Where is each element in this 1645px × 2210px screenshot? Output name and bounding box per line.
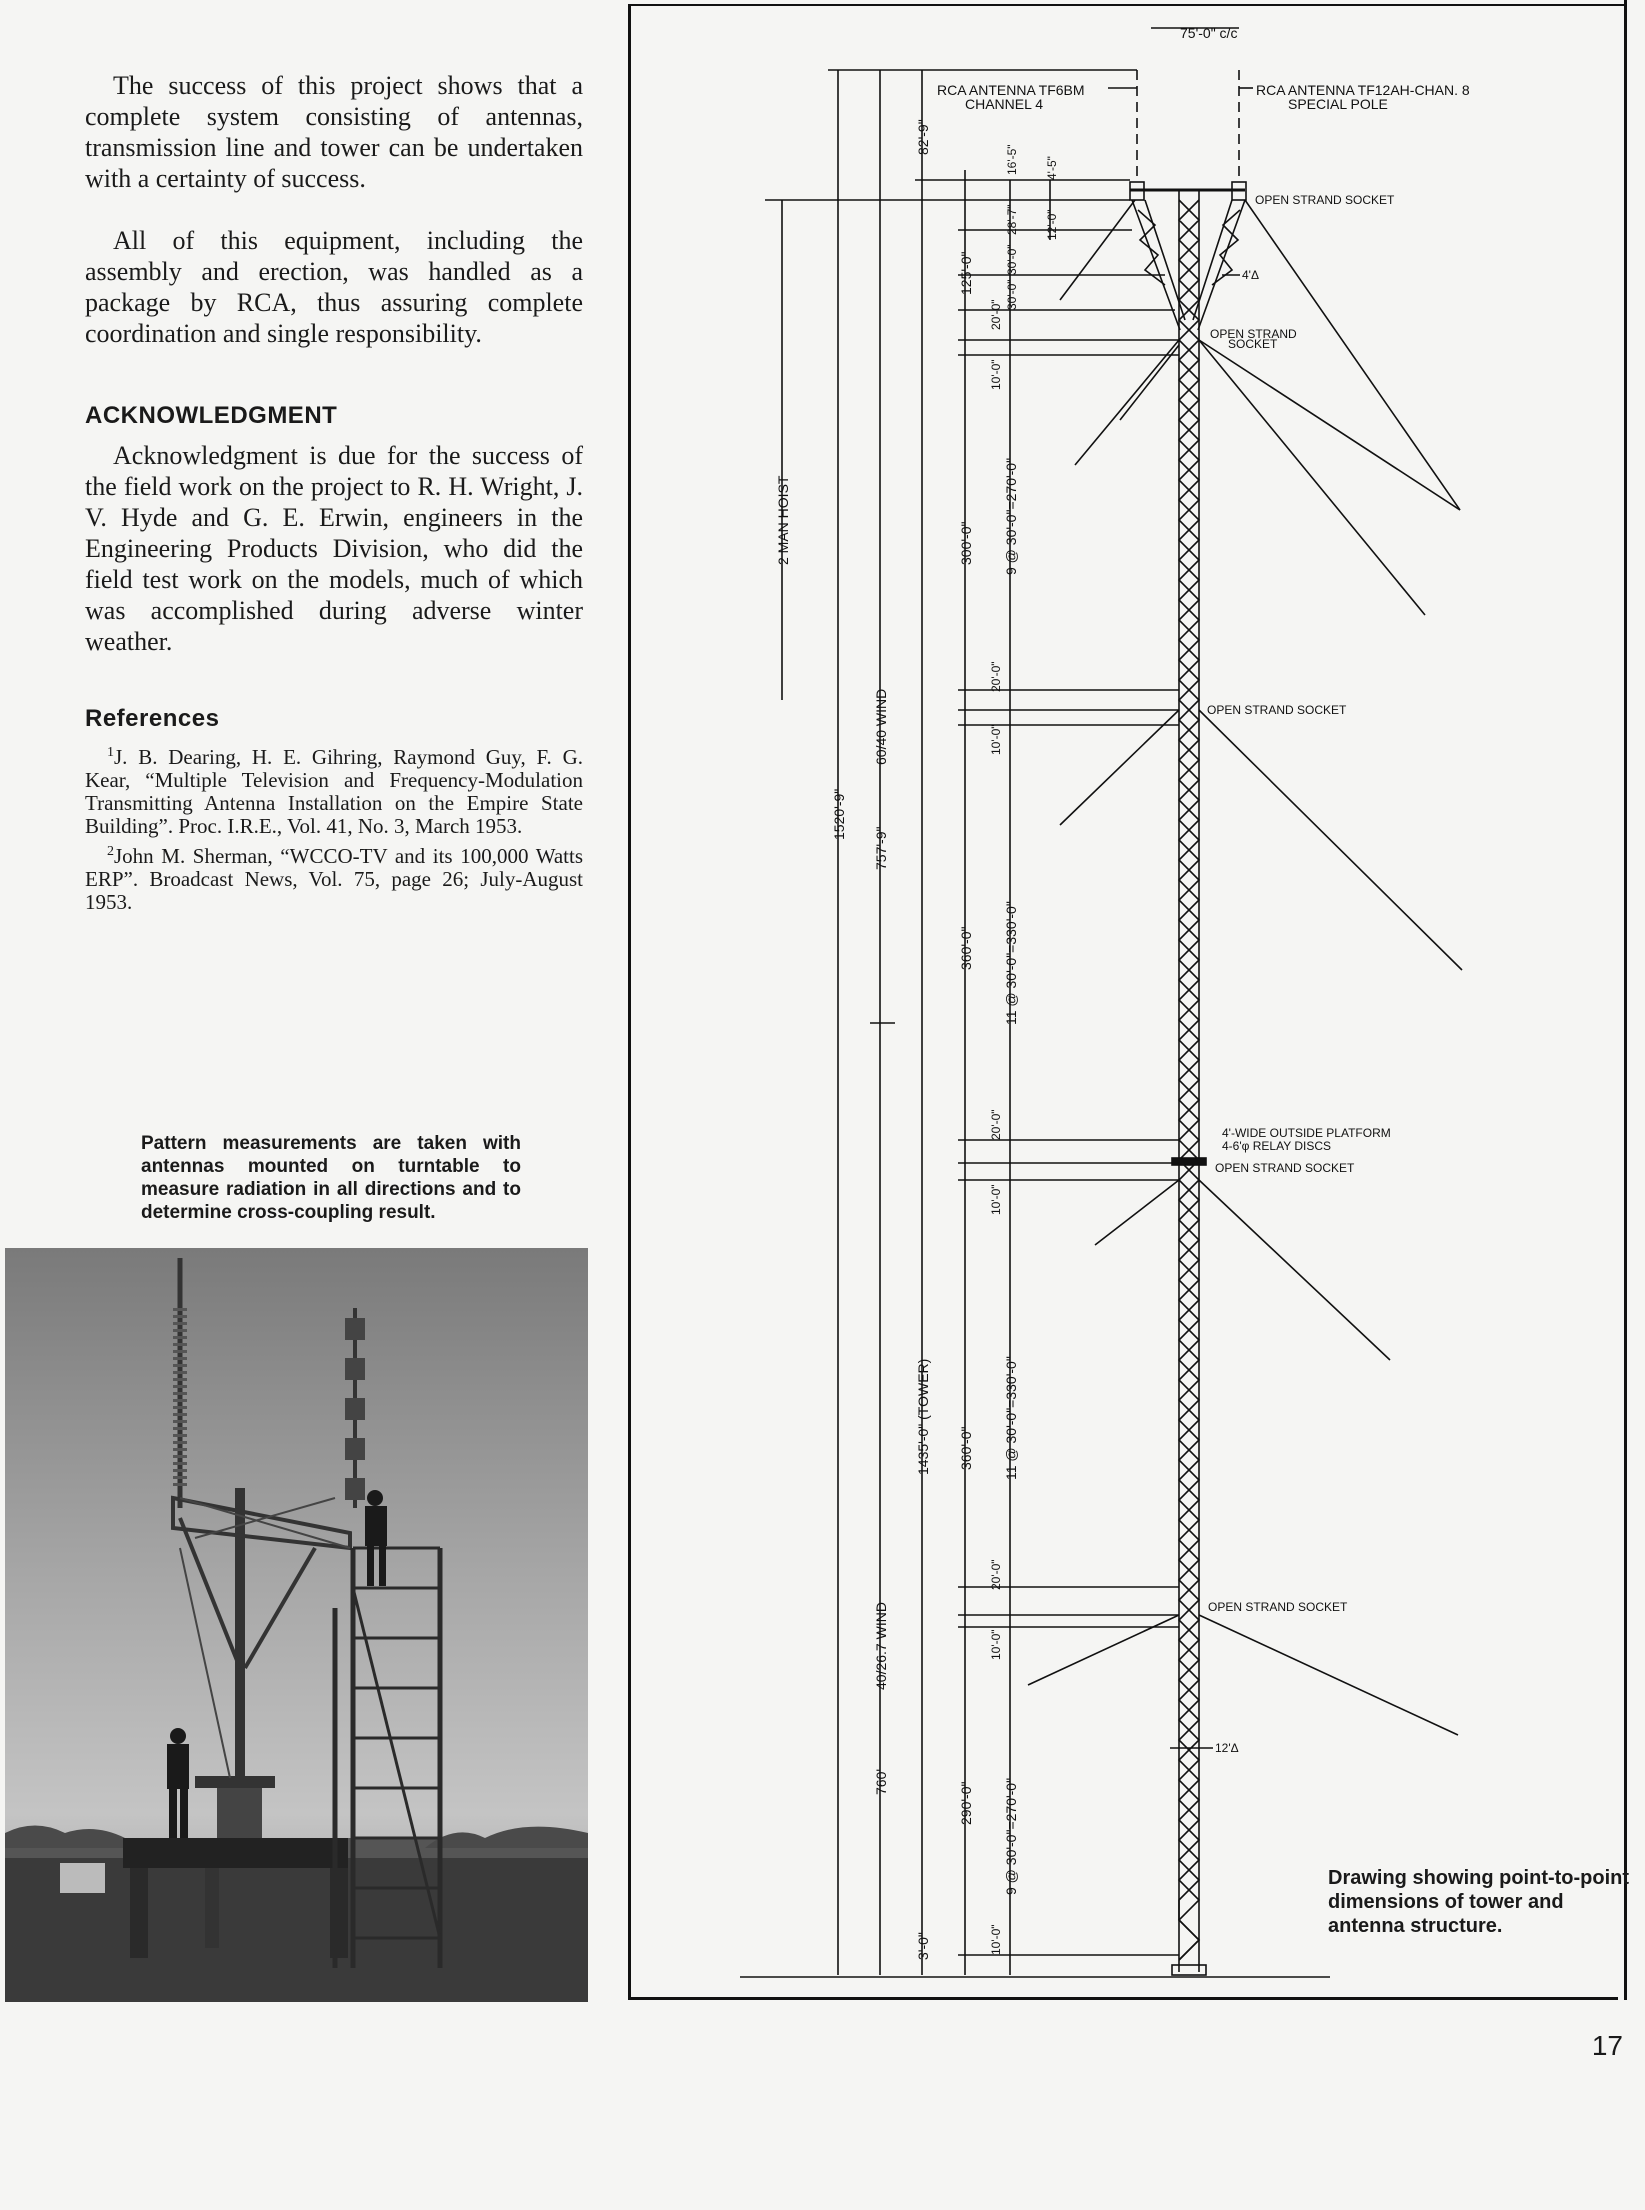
page-number: 17 xyxy=(1591,2030,1623,2061)
label-upper-height: 757'-9" xyxy=(873,826,889,870)
label-socket-1: OPEN STRAND SOCKET xyxy=(1255,193,1395,207)
label-dim-c-5: 11 @ 30'-0"=330'-0" xyxy=(1003,1356,1019,1480)
label-dim-b-9: 20'-0" xyxy=(989,1109,1003,1140)
reference-item-1: $^1$J. B. Dearing, H. E. Gihring, Raymond Guy, F. G. Kear, “Multiple Television and Frequency-Modulation Transmitting Antenna Installation on the Empire State Building”. Proc. I.R.E., Vol. 41, No. 3, March 1953. xyxy=(85,745,583,838)
label-socket-2a: OPEN STRAND xyxy=(1210,327,1297,341)
label-width-top: 4'Δ xyxy=(1242,268,1259,282)
label-spacing: 75'-0" c/c xyxy=(1180,25,1238,41)
label-antenna-height: 82'-9" xyxy=(915,119,931,155)
photo-caption: Pattern measurements are taken with antennas mounted on turntable to measure radiation in all directions and to determine cross-coupling result. xyxy=(141,1133,521,1223)
acknowledgment-heading: ACKNOWLEDGMENT xyxy=(85,402,338,429)
label-dim-b-4: 30'-0" xyxy=(1005,279,1019,310)
label-dim-b-8: 10'-0" xyxy=(989,724,1003,755)
label-dim-c-1: 4'-5" xyxy=(1045,156,1059,180)
label-antenna-left: RCA ANTENNA TF6BM xyxy=(937,82,1085,98)
label-dim-a-5: 290'-0" xyxy=(958,1781,974,1825)
label-dim-b-3: 30'-0" xyxy=(1005,244,1019,275)
label-hoist: 2 MAN HOIST xyxy=(775,475,791,565)
drawing-caption: Drawing showing point-to-point dimensions of tower and antenna structure. xyxy=(1328,1867,1630,1937)
reference-item-2: $^2$John M. Sherman, “WCCO-TV and its 100,000 Watts ERP”. Broadcast News, Vol. 75, page 26; July-August 1953. xyxy=(85,844,583,914)
label-antenna-left-sub: CHANNEL 4 xyxy=(965,96,1044,112)
label-dim-a-4: 360'-0" xyxy=(958,1426,974,1470)
label-wind-upper: 60/40 WIND xyxy=(873,688,889,765)
label-tower-height: 1435'-0" (TOWER) xyxy=(915,1358,931,1475)
label-lower-height: 760' xyxy=(873,1768,889,1795)
label-dim-c-6: 9 @ 30'-0"=270'-0" xyxy=(1003,1777,1019,1895)
label-socket-3: OPEN STRAND SOCKET xyxy=(1207,703,1347,717)
label-dim-b-5: 20'-0" xyxy=(989,299,1003,330)
label-base-offset: 3'-0" xyxy=(915,1932,931,1960)
label-dim-b-10: 10'-0" xyxy=(989,1184,1003,1215)
label-dim-c-2: 12'-0" xyxy=(1045,209,1059,240)
label-antenna-right: RCA ANTENNA TF12AH-CHAN. 8 xyxy=(1256,82,1470,98)
label-dim-a-2: 300'-0" xyxy=(958,521,974,565)
label-dim-b-13: 10'-0" xyxy=(989,1924,1003,1955)
label-total-height: 1520'-9" xyxy=(831,788,847,840)
label-dim-b-12: 10'-0" xyxy=(989,1629,1003,1660)
label-dim-c-4: 11 @ 30'-0"=330'-0" xyxy=(1003,901,1019,1025)
intro-paragraph-2: All of this equipment, including the assembly and erection, was handled as a package by RCA, thus assuring complete coordination and single responsibility. xyxy=(85,226,583,348)
label-dim-b-2: 28'-7" xyxy=(1005,204,1019,235)
label-width-base: 12'Δ xyxy=(1215,1741,1239,1755)
references-heading: References xyxy=(85,705,220,732)
label-dim-a-3: 360'-0" xyxy=(958,926,974,970)
label-dim-b-6: 10'-0" xyxy=(989,359,1003,390)
label-dim-b-1: 16'-5" xyxy=(1005,144,1019,175)
intro-paragraph-1: The success of this project shows that a complete system consisting of antennas, transmission line and tower can be undertaken with a certainty of success. xyxy=(85,71,583,193)
label-dim-a-1: 125'-0" xyxy=(958,251,974,295)
label-dim-b-11: 20'-0" xyxy=(989,1559,1003,1590)
acknowledgment-text: Acknowledgment is due for the success of the field work on the project to R. H. Wright, J. V. Hyde and G. E. Erwin, engineers in the Engineering Products Division, who did the field test work on the models, much of which was accomplished during adverse winter weather. xyxy=(85,441,583,656)
label-platform-sub: 4-6'φ RELAY DISCS xyxy=(1222,1139,1332,1153)
label-socket-5: OPEN STRAND SOCKET xyxy=(1208,1600,1348,1614)
label-platform: 4'-WIDE OUTSIDE PLATFORM xyxy=(1222,1126,1391,1140)
label-dim-c-3: 9 @ 30'-0"=270'-0" xyxy=(1003,457,1019,575)
label-socket-2b: SOCKET xyxy=(1228,337,1278,351)
label-wind-lower: 40/26.7 WIND xyxy=(873,1602,889,1690)
label-antenna-right-sub: SPECIAL POLE xyxy=(1288,96,1388,112)
label-dim-b-7: 20'-0" xyxy=(989,661,1003,692)
label-socket-4: OPEN STRAND SOCKET xyxy=(1215,1161,1355,1175)
